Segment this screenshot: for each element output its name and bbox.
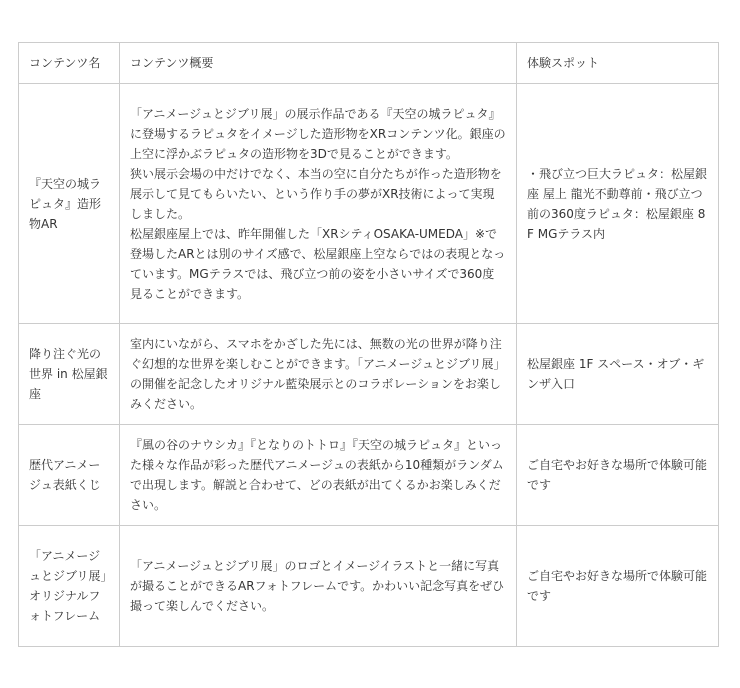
experience-spot-cell: ご自宅やお好きな場所で体験可能です (517, 526, 719, 647)
table-row (19, 84, 719, 324)
header-experience-spot: 体験スポット (517, 43, 719, 84)
contents-table (18, 42, 719, 647)
header-content-name: コンテンツ名 (19, 43, 120, 84)
content-summary-cell: 「アニメージュとジブリ展」の展示作品である『天空の城ラピュタ』に登場するラピュタをイメージした造形物をXRコンテンツ化。銀座の上空に浮かぶラピュタの造形物を3Dで見ることができます。 狭い展示会場の中だけでなく、本当の空に自分たちが作った造形物を展示して見てもらいたい、という作り手の夢がXR技術によって実現しました。 松屋銀座屋上では、昨年開催した「XRシティOSAKA-UMEDA」※で登場したARとは別のサイズ感で、松屋銀座上空ならではの表現となっています。MGテラスでは、飛び立つ前の姿を小さいサイズで360度見ることができます。 (120, 84, 517, 324)
experience-spot-cell: 松屋銀座 1F スペース・オブ・ギンザ入口 (517, 324, 719, 425)
table-row (19, 526, 719, 647)
content-summary-cell: 『風の谷のナウシカ』『となりのトトロ』『天空の城ラピュタ』といった様々な作品が彩った歴代アニメージュの表紙から10種類がランダムで出現します。解説と合わせて、どの表紙が出てくるかお楽しみください。 (120, 425, 517, 526)
content-summary-cell: 室内にいながら、スマホをかざした先には、無数の光の世界が降り注ぐ幻想的な世界を楽しむことができます。「アニメージュとジブリ展」の開催を記念したオリジナル藍染展示とのコラボレーションをお楽しみください。 (120, 324, 517, 425)
content-name-cell: 歴代アニメージュ表紙くじ (19, 425, 120, 526)
table-row (19, 324, 719, 425)
content-name-cell: 「アニメージュとジブリ展」オリジナルフォトフレーム (19, 526, 120, 647)
content-name-cell: 『天空の城ラピュタ』造形物AR (19, 84, 120, 324)
content-name-cell: 降り注ぐ光の世界 in 松屋銀座 (19, 324, 120, 425)
experience-spot-cell: ご自宅やお好きな場所で体験可能です (517, 425, 719, 526)
header-content-summary: コンテンツ概要 (120, 43, 517, 84)
table-row (19, 425, 719, 526)
experience-spot-cell: ・飛び立つ巨大ラピュタ：松屋銀座 屋上 龍光不動尊前・飛び立つ前の360度ラピュタ：松屋銀座 8F MGテラス内 (517, 84, 719, 324)
table-header-row (19, 43, 719, 84)
content-summary-cell: 「アニメージュとジブリ展」のロゴとイメージイラストと一緒に写真が撮ることができるARフォトフレームです。かわいい記念写真をぜひ撮って楽しんでください。 (120, 526, 517, 647)
